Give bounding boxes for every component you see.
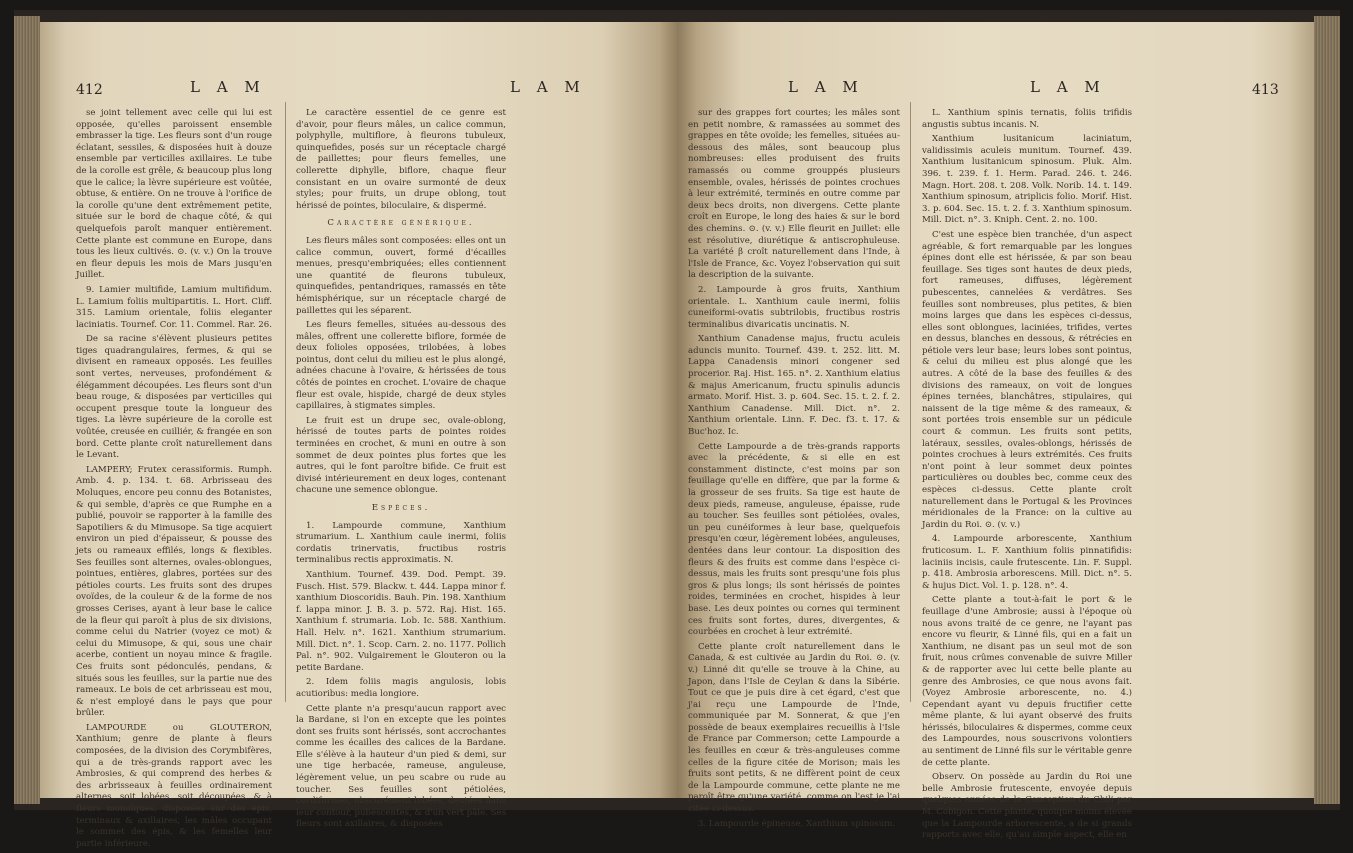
left-running-head-1: L A M (190, 78, 266, 96)
right-col2-paragraph: Xanthium lusitanicum laciniatum, validissimis aculeis munitum. Tournef. 439. Xanthium lusitanicum spinosum. Pluk. Alm. 396. t. 239. f. 1. Herm. Parad. 246. t. 246. Magn. Hort. 208. t. 208. Volk. Norib. 14. t. 149. Xanthium spinosum, atriplicis folio. Morif. Hist. 3. p. 604. Sec. 15. t. 2. f. 3. Xanthium spinosum. Mill. Dict. n°. 3. Kniph. Cent. 2. no. 100. (922, 134, 1132, 226)
left-page (40, 22, 678, 849)
left-col1-paragraph: LAMPOURDE ou GLOUTERON, Xanthium; genre de plante à fleurs composées, de la division des Corymbifères, qui a de très-grands rapport avec les Ambrosies, & qui comprend des herbes & des arbrisseaux à feuilles ordinairement alternes, soit lobées, soit découpées, & à fleurs monoïques, disposées sur des épis, terminaux & axillaires, les mâles occupant le sommet des épis, & les femelles leur partie inférieure. (76, 722, 272, 849)
right-col1-paragraph: Xanthium Canadense majus, fructu aculeis aduncis munito. Tournef. 439. t. 252. litt. M. Lappa Canadensis minori congener sed procerior. Raj. Hist. 165. n°. 2. Xanthium elatius & majus Americanum, fructu spinulis aduncis armato. Morif. Hist. 3. p. 604. Sec. 15. t. 2. f. 2. Xanthium Canadense. Mill. Dict. n°. 2. Xanthium orientale. Linn. F. Dec. f3. t. 17. & Buc'hoz. Ic. (688, 334, 900, 438)
section-heading: Espèces. (371, 503, 431, 513)
left-col1-paragraph: LAMPERY; Frutex cerassiformis. Rumph. Amb. 4. p. 134. t. 68. Arbrisseau des Moluques, encore peu connu des Botanistes, & qui semble, d'après ce que Rumphe en a publié, pouvoir se rapporter à la famille des Sapotiliers & du Mimusope. Sa tige acquiert environ un pied d'épaisseur, & pousse des jets ou rameaux effilés, longs & flexibles. Ses feuilles sont alternes, ovales-oblongues, pointues, entières, glabres, portées sur des pétioles courts. Les fruits sont des drupes ovoïdes, de la couleur & de la forme de nos grosses Cerises, ayant à leur base le calice de la fleur qui paroît à plus de six divisions, comme celui du Natrier (voyez ce mot) & celui du Mimusope, & qui, sous une chair acerbe, contient un noyau mince & fragile. Ces fruits sont pédonculés, pendans, & situés sous les feuilles, sur la partie nue des rameaux. Le bois de cet arbrisseau est mou, & n'est employé dans le pays que pour brûler. (76, 464, 272, 719)
left-col2-paragraph: Les fleurs femelles, situées au-dessous des mâles, offrent une collerette biflore, formée de deux folioles opposées, trilobées, à lobes pointus, dont celui du milieu est le plus alongé, adnées chacune à l'ovaire, & hérissées de tous côtés de pointes en crochet. L'ovaire de chaque fleur est ovale, hispide, chargé de deux styles capillaires, à stigmates simples. (296, 320, 506, 412)
right-running-head-1: L A M (788, 78, 864, 96)
left-col2-paragraph: Cette plante n'a presqu'aucun rapport avec la Bardane, si l'on en excepte que les pointes dont ses fruits sont hérissés, sont accrochantes comme les écailles des calices de la Bardane. Elle s'élève à la hauteur d'un pied & demi, sur une tige herbacée, rameuse, anguleuse, légèrement velue, un peu scabre ou rude au toucher. Ses feuilles sont pétiolées, cordiformes, obscurément lobées, dentées dans leur contour, pubescentes, & d'un vert pâle. Ses fleurs sont axillaires, & disposées (296, 703, 506, 830)
right-col2-paragraph: 4. Lampourde arborescente, Xanthium fruticosum. L. F. Xanthium foliis pinnatifidis: laciniis incisis, caule frutescente. Lin. F. Suppl. p. 418. Ambrosia arborescens. Mill. Dict. n°. 5. & hujus Dict. Vol. 1. p. 128. n°. 4. (922, 534, 1132, 591)
left-col2-paragraph: Xanthium. Tournef. 439. Dod. Pempt. 39. Fusch. Hist. 579. Blackw. t. 444. Lappa minor f. xanthium Dioscoridis. Bauh. Pin. 198. Xanthium f. lappa minor. J. B. 3. p. 572. Raj. Hist. 165. Xanthium f. strumaria. Lob. Ic. 588. Xanthium. Hall. Helv. n°. 1621. Xanthium strumarium. Mill. Dict. n°. 1. Scop. Carn. 2. no. 1177. Pollich Pal. n°. 902. Vulgairement le Glouteron ou la petite Bardane. (296, 569, 506, 673)
section-heading: Caractère générique. (327, 218, 475, 229)
left-col2-paragraph: Le fruit est un drupe sec, ovale-oblong, hérissé de toutes parts de pointes roides terminées en crochet, & muni en outre à son sommet de deux pointes plus fortes que les autres, qui le font paroître bifide. Ce fruit est divisé intérieurement en deux loges, contenant chacune une semence oblongue. (296, 415, 506, 496)
left-column-1 (76, 108, 272, 853)
left-col1-paragraph: se joint tellement avec celle qui lui est opposée, qu'elles paroissent ensemble embrasser la tige. Les fleurs sont d'un rouge éclatant, sessiles, & disposées huit à douze ensemble par verticilles axillaires. Le tube de la corolle est grêle, & beaucoup plus long que le calice; la lèvre supérieure est voûtée, obtuse, & entière. On ne trouve à l'orifice de la corolle qu'une dent extrêmement petite, située sur le bord de chaque côté, & qui quelquefois paroît manquer entièrement. Cette plante est commune en Europe, dans tous les lieux cultivés. ⊙. (v. v.) On la trouve en fleur depuis les mois de Mars jusqu'en Juillet. (76, 108, 272, 281)
left-running-head-2: L A M (510, 78, 586, 96)
left-page-edges (14, 16, 40, 804)
right-col2-paragraph: Observ. On possède au Jardin du Roi une belle Ambrosie frutescente, envoyée depuis quelques années de la Conception du Chili par M. Cobigon. Cette plante, quoique moins élevée que la Lampourde arborescente, a de si grands rapports avec elle, qu'au simple aspect, elle en (922, 772, 1132, 841)
column-rule (910, 102, 911, 702)
right-col1-paragraph: Cette Lampourde a de très-grands rapports avec la précédente, & si elle en est constamment distincte, c'est moins par son feuillage qu'elle en diffère, que par la forme & la grosseur de ses fruits. Sa tige est haute de deux pieds, rameuse, anguleuse, épaisse, rude au toucher. Ses feuilles sont pétiolées, ovales, un peu cunéiformes à leur base, quelquefois presqu'en cœur, légèrement lobées, anguleuses, dentées dans leur contour. La disposition des fleurs & des fruits est comme dans l'espèce ci-dessus, mais les fruits sont presqu'une fois plus gros & plus longs; ils sont hérissés de pointes roides, terminées en crochet, hispides à leur base. Les deux pointes ou cornes qui terminent ces fruits sont fortes, dures, divergentes, & courbées en crochet à leur extrémité. (688, 441, 900, 638)
right-page (678, 22, 1314, 841)
left-col1-paragraph: 9. Lamier multifide, Lamium multifidum. L. Lamium foliis multipartitis. L. Hort. Cliff. 315. Lamium orientale, foliis eleganter laciniatis. Tournef. Cor. 11. Commel. Rar. 26. (76, 284, 272, 330)
right-page-edges (1314, 16, 1340, 804)
right-col1-paragraph: 2. Lampourde à gros fruits, Xanthium orientale. L. Xanthium caule inermi, foliis cuneiformi-ovatis subtrilobis, fructibus rostris terminalibus divaricatis uncinatis. N. (688, 284, 900, 330)
left-col2-paragraph: 1. Lampourde commune, Xanthium strumarium. L. Xanthium caule inermi, foliis cordatis trinervatis, fructibus rostris terminalibus rectis approximatis. N. (296, 520, 506, 566)
left-col2-paragraph: Le caractère essentiel de ce genre est d'avoir, pour fleurs mâles, un calice commun, polyphylle, multiflore, à fleurons tubuleux, quinquefides, posés sur un réceptacle chargé de paillettes; pour fleurs femelles, une collerette diphylle, biflore, chaque fleur consistant en un ovaire surmonté de deux styles; pour fruits, un drupe oblong, tout hérissé de pointes, biloculaire, & dispermé. (296, 108, 506, 211)
left-col2-paragraph: 2. Idem foliis magis angulosis, lobis acutioribus: media longiore. (296, 677, 506, 699)
left-col2-paragraph: Les fleurs mâles sont composées: elles ont un calice commun, ouvert, formé d'écailles menues, presqu'embriquées; elles contiennent une quantité de fleurons tubuleux, quinquefides, pentandriques, ramassés en tête hémisphérique, sur un réceptacle chargé de paillettes qui les séparent. (296, 235, 506, 316)
right-running-head-2: L A M (1030, 78, 1106, 96)
right-column-1 (688, 108, 900, 833)
right-page-number: 413 (1252, 82, 1279, 98)
right-col1-paragraph: 3. Lampourde épineuse, Xanthium spinosum. (698, 818, 896, 829)
left-column-2 (296, 108, 506, 834)
left-col1-paragraph: De sa racine s'élèvent plusieurs petites tiges quadrangulaires, fermes, & qui se divisent en rameaux opposés. Les feuilles sont vertes, nerveuses, profondément & élégamment découpées. Les fleurs sont d'un beau rouge, & disposées par verticilles qui occupent presque toute la longueur des tiges. La lèvre supérieure de la corolle est voûtée, creusée en cuilliér, & frangée en son bord. Cette plante croît naturellement dans le Levant. (76, 334, 272, 461)
right-col1-paragraph: Cette plante croît naturellement dans le Canada, & est cultivée au Jardin du Roi. ⊙. (v. v.) Linné dit qu'elle se trouve à la Chine, au Japon, dans l'Isle de Ceylan & dans la Sibérie. Tout ce que je puis dire à cet égard, c'est que j'ai reçu une Lampourde de l'Inde, communiquée par M. Sonnerat, & que j'en possède de beaux exemplaires recueillis à l'Isle de France par Commerson; cette Lampourde a les feuilles en cœur & très-anguleuses comme celles de la figure citée de Morison; mais les fruits sont petits, & ne diffèrent point de ceux de la Lampourde commune, cette plante ne me paroît être qu'une variété, comme on l'est je l'ai citée ci-dessus. (688, 641, 900, 815)
left-page-number: 412 (76, 82, 103, 98)
right-column-2 (922, 108, 1132, 845)
right-col1-paragraph: sur des grappes fort courtes; les mâles sont en petit nombre, & ramassées au sommet des grappes en tête ovoïde; les femelles, situées au-dessous des mâles, sont beaucoup plus nombreuses: elles produisent des fruits ramassés ou comme grouppés plusieurs ensemble, ovales, hérissés de pointes crochues à leur extrémité, terminés en outre comme par deux becs droits, non divergens. Cette plante croît en Europe, le long des haies & sur le bord des chemins. ⊙. (v. v.) Elle fleurit en Juillet: elle est résolutive, diurétique & antiscrophuleuse. La variété β croît naturellement dans l'Inde, à l'Isle de France, &c. Voyez l'observation qui suit la description de la suivante. (688, 108, 900, 281)
right-col2-paragraph: C'est une espèce bien tranchée, d'un aspect agréable, & fort remarquable par les longues épines dont elle est hérissée, & par son beau feuillage. Ses tiges sont hautes de deux pieds, fort rameuses, diffuses, légèrement pubescentes, cannelées & verdâtres. Ses feuilles sont nombreuses, plus petites, & bien moins larges que dans les espèces ci-dessus, elles sont oblongues, laciniées, trifides, vertes en dessus, blanches en dessous, & rétrécies en pétiole vers leur base; leurs lobes sont pointus, & celui du milieu est plus alongé que les autres. A côté de la base des feuilles & des divisions des rameaux, on voit de longues épines ternées, blanchâtres, stipulaires, qui naissent de la tige même & des rameaux, & sont portées trois ensemble sur un pédicule court & commun. Les fruits sont petits, latéraux, sessiles, ovales-oblongs, hérissés de pointes crochues à leurs extrémités. Ces fruits n'ont point à leur sommet deux pointes particulières ou doubles bec, comme ceux des espèces ci-dessus. Cette plante croît naturellement dans le Portugal & les Provinces méridionales de la France: on la cultive au Jardin du Roi. ⊙. (v. v.) (922, 229, 1132, 530)
column-rule (285, 102, 286, 702)
open-book (14, 10, 1340, 849)
right-col2-paragraph: L. Xanthium spinis ternatis, foliis trifidis angustis subtus incanis. N. (922, 108, 1132, 130)
right-col2-paragraph: Cette plante a tout-à-fait le port & le feuillage d'une Ambrosie; aussi à l'époque où nous avons traité de ce genre, ne l'ayant pas encore vu fleurir, & Linné fils, qui en a fait un Xanthium, ne disant pas un seul mot de son fruit, nous crûmes convenable de suivre Miller & de rapporter avec lui cette belle plante au genre des Ambrosies, ce que nous avons fait. (Voyez Ambrosie arborescente, no. 4.) Cependant ayant vu depuis fructifier cette même plante, & lui ayant observé des fruits hérissés, biloculaires & dispermes, comme ceux des Lampourdes, nous souscrivons volontiers au sentiment de Linné fils sur le véritable genre de cette plante. (922, 595, 1132, 768)
